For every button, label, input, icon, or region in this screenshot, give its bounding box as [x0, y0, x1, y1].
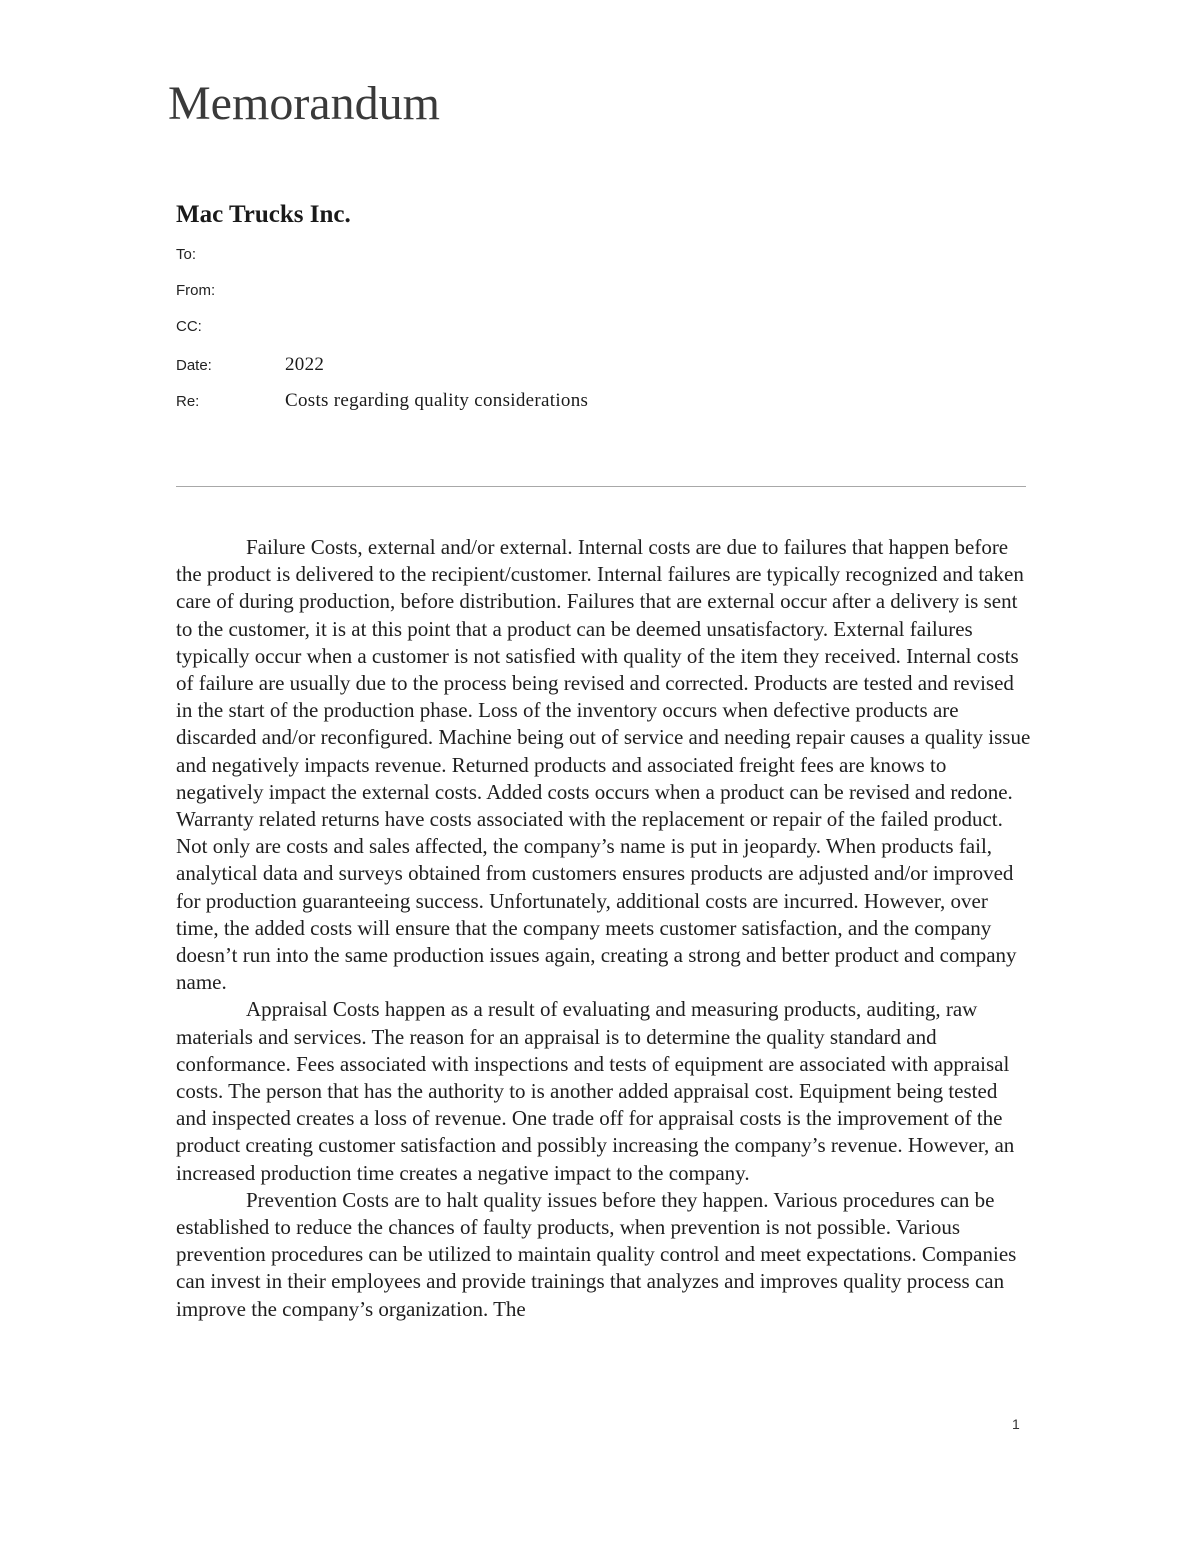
to-label: To:: [176, 246, 197, 263]
page-number: 1: [1012, 1416, 1020, 1432]
memo-title: Memorandum: [168, 77, 440, 130]
paragraph-appraisal-costs: Appraisal Costs happen as a result of evaluating and measuring products, auditing, raw materials and services. The reason for an appraisal is to determine the quality standard and conformance. Fees associated with inspections and tests of equipment are associated with appraisal costs. The person that has the authority to is another added appraisal cost. Equipment being tested and inspected creates a loss of revenue. One trade off for appraisal costs is the improvement of the product creating customer satisfaction and possibly increasing the company’s revenue. However, an increased production time creates a negative impact to the company.: [176, 997, 1015, 1185]
company-name: Mac Trucks Inc.: [176, 201, 351, 228]
paragraph-prevention-costs: Prevention Costs are to halt quality issues before they happen. Various procedures can be established to reduce the chances of faulty products, when prevention is not possible. Various prevention procedures can be utilized to maintain quality control and meet expectations. Companies can invest in their employees and provide trainings that analyzes and improves quality process can improve the company’s organization. The: [176, 1187, 1017, 1321]
date-value: 2022: [285, 354, 325, 375]
date-row: [176, 354, 1026, 390]
header-divider: [176, 486, 1026, 487]
re-label: Re:: [176, 393, 200, 410]
from-label: From:: [176, 282, 216, 299]
re-row: [176, 390, 1026, 426]
cc-row: [176, 318, 1026, 354]
memo-body: [176, 534, 1031, 1323]
cc-label: CC:: [176, 318, 202, 335]
from-row: [176, 282, 1026, 318]
memo-header-fields: [176, 246, 1026, 426]
to-row: [176, 246, 1026, 282]
re-value: Costs regarding quality considerations: [285, 390, 589, 411]
date-label: Date:: [176, 357, 212, 374]
paragraph-failure-costs: Failure Costs, external and/or external. Internal costs are due to failures that happen before the product is delivered to the recipient/customer. Internal failures are typically recognized and taken care of during production, before distribution. Failures that are external occur after a delivery is sent to the customer, it is at this point that a product can be deemed unsatisfactory. External failures typically occur when a customer is not satisfied with quality of the item they received. Internal costs of failure are usually due to the process being revised and corrected. Products are tested and revised in the start of the production phase. Loss of the inventory occurs when defective products are discarded and/or reconfigured. Machine being out of service and needing repair causes a quality issue and negatively impacts revenue. Returned products and associated freight fees are knows to negatively impact the external costs. Added costs occurs when a product can be revised and redone. Warranty related returns have costs associated with the replacement or repair of the failed product. Not only are costs and sales affected, the company’s name is put in jeopardy. When products fail, analytical data and surveys obtained from customers ensures products are adjusted and/or improved for production guaranteeing success. Unfortunately, additional costs are incurred. However, over time, the added costs will ensure that the company meets customer satisfaction, and the company doesn’t run into the same production issues again, creating a strong and better product and company name.: [176, 535, 1031, 995]
